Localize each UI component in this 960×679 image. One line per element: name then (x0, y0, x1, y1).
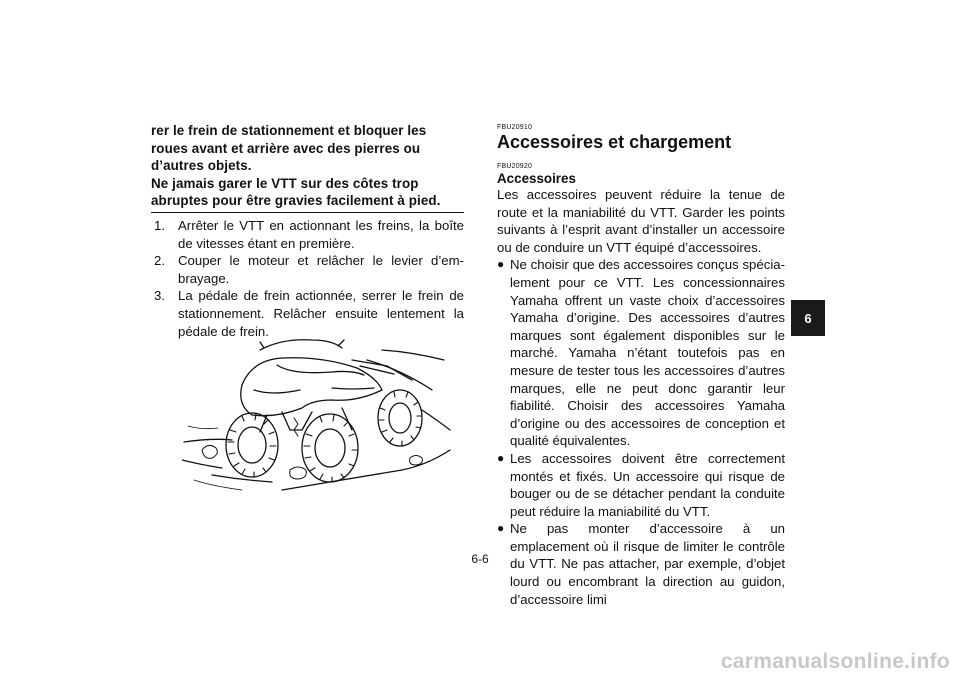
atv-parked-on-slope-with-stones-illustration (182, 330, 452, 495)
parking-steps-list (151, 217, 464, 340)
step-item (151, 252, 464, 287)
warning-line: Ne jamais garer le VTT sur des côtes trop (151, 175, 419, 191)
page-number: 6-6 (471, 552, 489, 566)
section-title: Accessoires et chargement (497, 132, 732, 152)
step-number: 3. (154, 288, 165, 304)
bullet-text: Ne pas monter d’accessoire à un emplacement où il risque de limiter le contrôle du VTT. Ne pas attacher, par exemple, d’objet lourd ou encombrant la direction au guidon, d’accessoire limi (510, 521, 785, 607)
warning-line: abruptes pour être gravies facilement à pied. (151, 193, 441, 209)
list-item (497, 256, 785, 450)
warning-divider (151, 212, 464, 213)
subsection-code: FBU20920 (497, 163, 533, 170)
accessory-guidelines-list (497, 256, 785, 608)
bullet-text: Les accessoires doivent être correctement montés et fixés. Un accessoire qui risque de bouger ou de se détacher pendant la conduite peut réduire la maniabilité du VTT. (510, 450, 785, 519)
bullet-icon: ● (497, 521, 505, 536)
step-text: Couper le moteur et relâcher le levier d’embrayage. (178, 253, 464, 286)
step-text: La pédale de frein actionnée, serrer le frein de stationnement. Relâcher ensuite lentement la pédale de frein. (178, 288, 464, 339)
list-item (497, 450, 785, 520)
chapter-number: 6 (804, 310, 812, 326)
bullet-icon: ● (497, 450, 505, 465)
chapter-tab (791, 300, 825, 336)
atv-illustration (182, 330, 452, 495)
watermark: carmanualsonline.info (720, 650, 950, 673)
bullet-icon: ● (497, 257, 505, 272)
subsection-title: Accessoires (497, 171, 576, 186)
bullet-text: Ne choisir que des accessoires conçus spécialement pour ce VTT. Les concessionnaires Yamaha offrent un vaste choix d’accessoires Yamaha d’origine. Des accessoires d’autres marques sont également disponibles sur le marché. Yamaha n’étant toutefois pas en mesure de tester tous les accessoires d’autres marques, elle ne peut donc garantir leur fiabilité. Choisir des accessoires Yamaha d’origine ou des accessoires de conception et qualité équivalentes. (510, 257, 785, 449)
section-code: FBU20910 (497, 124, 533, 131)
warning-line: d’autres objets. (151, 158, 252, 174)
step-text: Arrêter le VTT en actionnant les freins, la boîte de vitesses étant en première. (178, 217, 464, 251)
step-number: 2. (154, 253, 165, 269)
warning-line: roues avant et arrière avec des pierres ou (151, 140, 421, 156)
warning-block (151, 122, 464, 210)
left-column (151, 122, 464, 340)
intro-paragraph: Les accessoires peuvent réduire la tenue de route et la maniabilité du VTT. Garder les points suivants à l’esprit avant d’installer un accessoire ou de conduire un VTT équipé d’accessoires. (497, 187, 785, 255)
step-item (151, 217, 464, 252)
step-number: 1. (154, 217, 165, 233)
warning-line: rer le frein de stationnement et bloquer les (151, 123, 427, 138)
list-item (497, 520, 785, 608)
right-column (497, 124, 785, 608)
